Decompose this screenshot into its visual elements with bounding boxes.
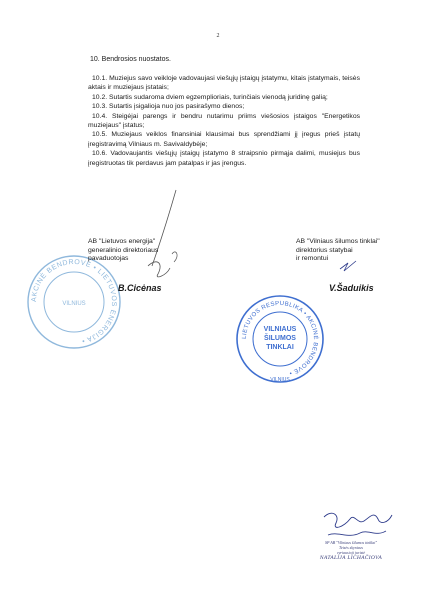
left-signatory-role-2: pavaduotojas — [88, 255, 129, 263]
stamp-center — [234, 293, 326, 385]
stamp-left-center-text: VILNIUS — [62, 301, 86, 307]
page-number: 2 — [216, 33, 220, 39]
stamp-center-line-2: ŠILUMOS — [264, 335, 296, 342]
stamp-center-line-3: TINKLAI — [266, 344, 294, 351]
left-signatory-block — [88, 238, 218, 264]
paragraph-10-5: 10.5. Muziejaus veiklos finansiniai klausimai bus sprendžiami jį įregus prieš įstatų įregistravimą Vilniaus m. Savivaldybėje; — [88, 131, 360, 148]
body-text — [88, 74, 360, 168]
stamp-center-line-1: VILNIAUS — [263, 326, 297, 333]
section-title: 10. Bendrosios nuostatos. — [90, 56, 171, 63]
stamp-center-bottom-text: VILNIUS — [270, 377, 290, 383]
footer-name: NATALIJA LICHAČIOVA — [319, 555, 383, 561]
right-signatory-role-2: ir remontui — [296, 255, 329, 263]
paragraph-10-3: 10.3. Sutartis įsigalioja nuo jos pasirašymo dienos; — [92, 103, 245, 111]
footer-line-1: SP AB "Vilniaus šilumos tinklai" — [324, 540, 378, 545]
right-signatory-name: V.Šaduikis — [329, 283, 374, 293]
paragraph-10-2: 10.2. Sutartis sudaroma dviem egzemplioriais, turinčiais vienodą juridinę galią; — [92, 93, 328, 101]
footer-line-3: vyriausioji juristė — [336, 550, 366, 555]
stamp-left-ring-text: AKCINĖ BENDROVĖ • LIETUVOS ENERGIJA • — [30, 258, 118, 345]
paragraph-10-1: 10.1. Muziejus savo veikloje vadovaujasi viešųjų įstaigų įstatymu, kitais įstatymais, teisės aktais ir muziejaus įstatais; — [88, 75, 360, 92]
left-signatory-org: AB "Lietuvos energija" — [88, 238, 156, 245]
stamp-left — [24, 252, 124, 352]
stamp-center-ring-text: LIETUVOS RESPUBLIKA • AKCINĖ BENDROVĖ • — [241, 300, 319, 376]
signature-footer — [318, 505, 398, 545]
left-signatory-name: B.Cicėnas — [118, 283, 162, 293]
right-signatory-block — [296, 238, 426, 264]
paragraph-10-4: 10.4. Steigėjai parengs ir bendru nutarimu priims viešosios įstaigos "Energetikos muziejaus" įstatus; — [88, 112, 360, 130]
right-signatory-org: AB "Vilniaus šilumos tinklai" — [296, 238, 380, 245]
footer-line-2: Teisės skyriaus — [339, 545, 363, 550]
paragraph-10-6: 10.6. Vadovaujantis viešųjų įstaigų įstatymo 8 straipsnio pirmąja dalimi, musiejus bus įregistruotas tik perdavus jam patalpas ir jas įrengus. — [88, 150, 360, 167]
right-signatory-role-1: direktorius statybai — [296, 246, 353, 254]
left-signatory-role-1: generalinio direktoriaus — [88, 246, 159, 254]
footer-certification — [296, 540, 406, 562]
